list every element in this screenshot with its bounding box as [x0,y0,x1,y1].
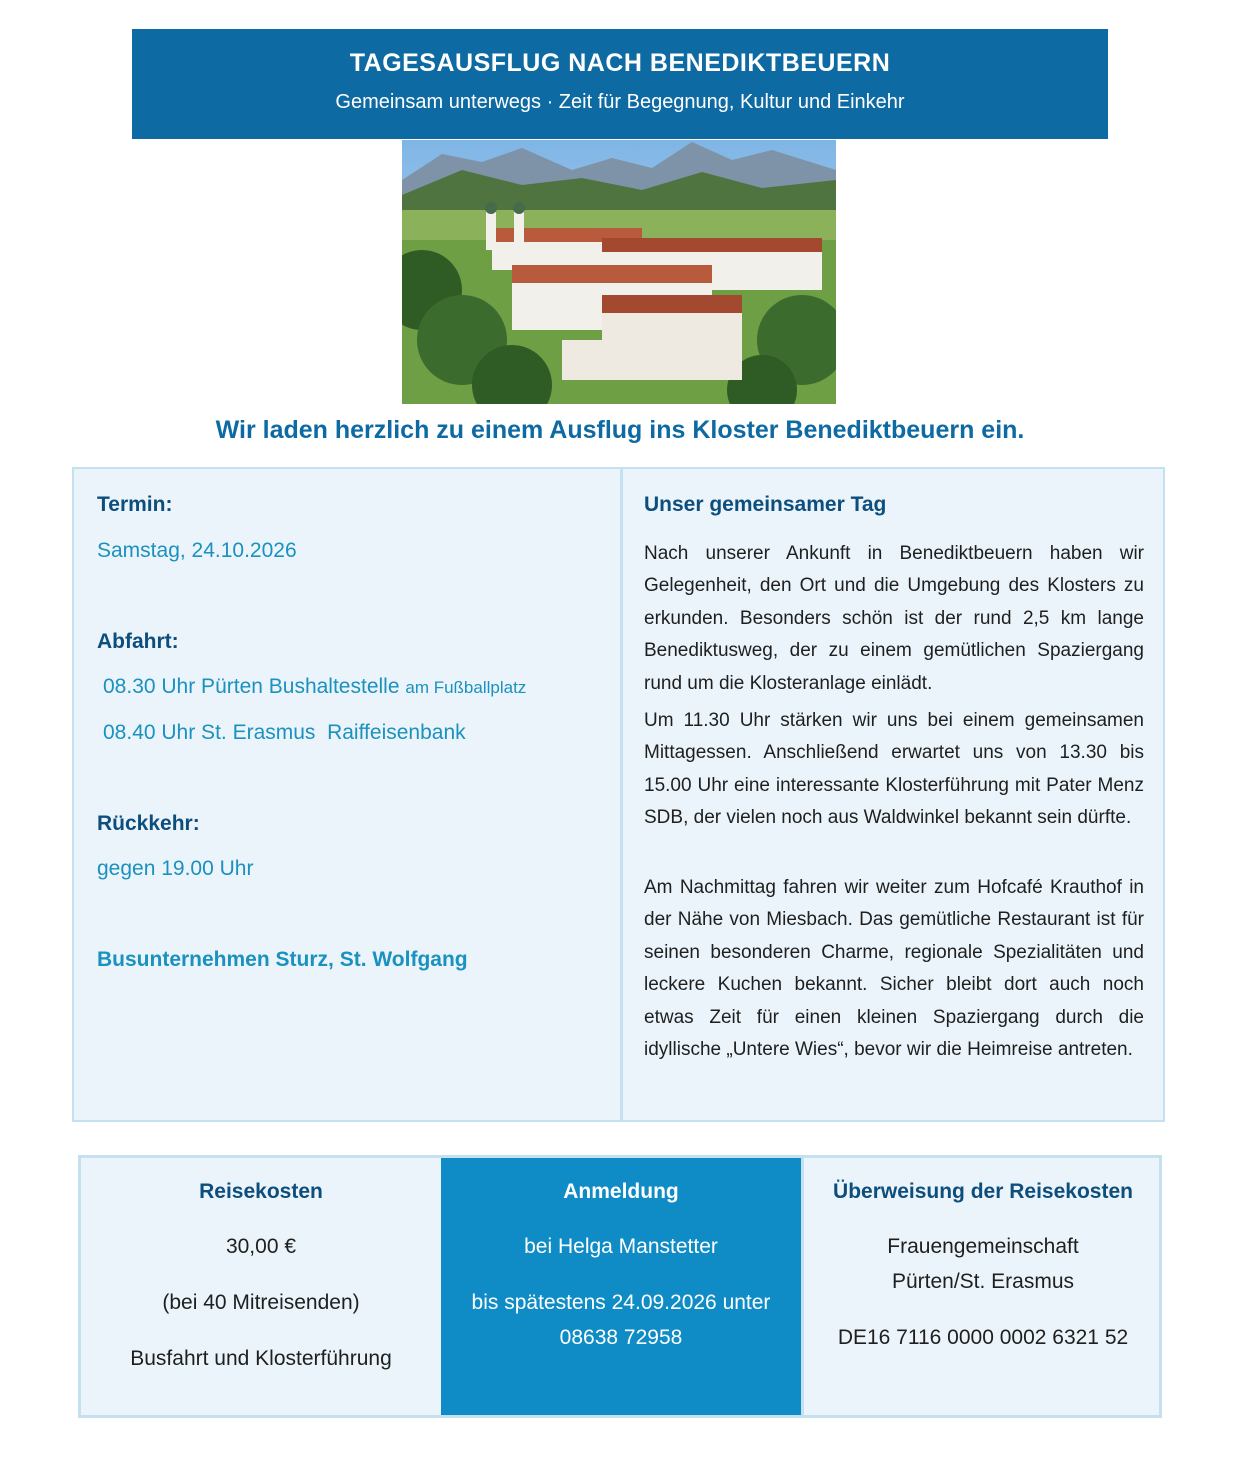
registration-phone[interactable]: 08638 72958 [559,1326,683,1349]
info-box [72,467,1165,1122]
header-banner [132,29,1108,139]
info-panels [78,1155,1162,1418]
costs-title: Reisekosten [199,1180,323,1203]
registration-title: Anmeldung [563,1180,679,1203]
termin-value: Samstag, 24.10.2026 [97,539,297,562]
day-paragraph-1: Nach unserer Ankunft in Benediktbeuern haben wir Gelegenheit, den Ort und die Umgebung des Klosters zu erkunden. Besonders schön ist der rund 2,5 km lange Benediktusweg, der zu einem gemütlichen Spaziergang rund um die Klosteranlage einlädt. [644,543,1144,694]
costs-amount: 30,00 € [225,1235,297,1258]
registration-deadline: bis spätestens 24.09.2026 unter [471,1291,771,1314]
rueckkehr-value: gegen 19.00 Uhr [97,857,254,880]
day-title: Unser gemeinsamer Tag [644,493,887,516]
transfer-recipient-2: Pürten/St. Erasmus [891,1270,1075,1293]
registration-person: bei Helga Manstetter [524,1235,718,1258]
bus-company: Busunternehmen Sturz, St. Wolfgang [97,948,468,971]
column-divider [620,469,623,1120]
transfer-recipient-1: Frauengemeinschaft [887,1235,1079,1258]
abfahrt-line-1 [103,675,526,699]
abfahrt-line-2: 08.40 Uhr St. Erasmus Raiffeisenbank [103,721,466,744]
invitation-heading: Wir laden herzlich zu einem Ausflug ins Kloster Benediktbeuern ein. [215,416,1025,444]
abfahrt-1-location: am Fußballplatz [405,678,527,697]
costs-note: (bei 40 Mitreisenden) [162,1291,360,1314]
transfer-title: Überweisung der Reisekosten [833,1180,1133,1203]
page-title: TAGESAUSFLUG NACH BENEDIKTBEUERN [349,49,891,77]
rueckkehr-label: Rückkehr: [97,812,200,835]
page-subtitle: Gemeinsam unterwegs · Zeit für Begegnung, Kultur und Einkehr [335,91,905,113]
transfer-iban: DE16 7116 0000 0002 6321 52 [837,1326,1129,1349]
monastery-image [402,140,836,404]
abfahrt-label: Abfahrt: [97,630,179,653]
transfer-panel [801,1158,1162,1415]
termin-label: Termin: [97,493,173,516]
abfahrt-1-text: 08.30 Uhr Pürten Bushaltestelle [103,675,400,698]
costs-includes: Busfahrt und Klosterführung [130,1347,392,1370]
day-paragraph-3: Am Nachmittag fahren wir weiter zum Hofcafé Krauthof in der Nähe von Miesbach. Das gemütliche Restaurant ist für seinen besonderen Charme, regionale Spezialitäten und leckere Kuchen bekannt. Sicher bleibt dort auch noch etwas Zeit für einen kleinen Spaziergang durch die idyllische „Untere Wies“, bevor wir die Heimreise antreten. [644,877,1144,1061]
costs-panel [81,1158,441,1415]
registration-panel [441,1158,801,1415]
monastery-photo [402,140,836,404]
day-paragraph-2: Um 11.30 Uhr stärken wir uns bei einem gemeinsamen Mittagessen. Anschließend erwartet uns von 13.30 bis 15.00 Uhr eine interessante Klosterführung mit Pater Menz SDB, der vielen noch aus Waldwinkel bekannt sein dürfte. [644,710,1144,829]
